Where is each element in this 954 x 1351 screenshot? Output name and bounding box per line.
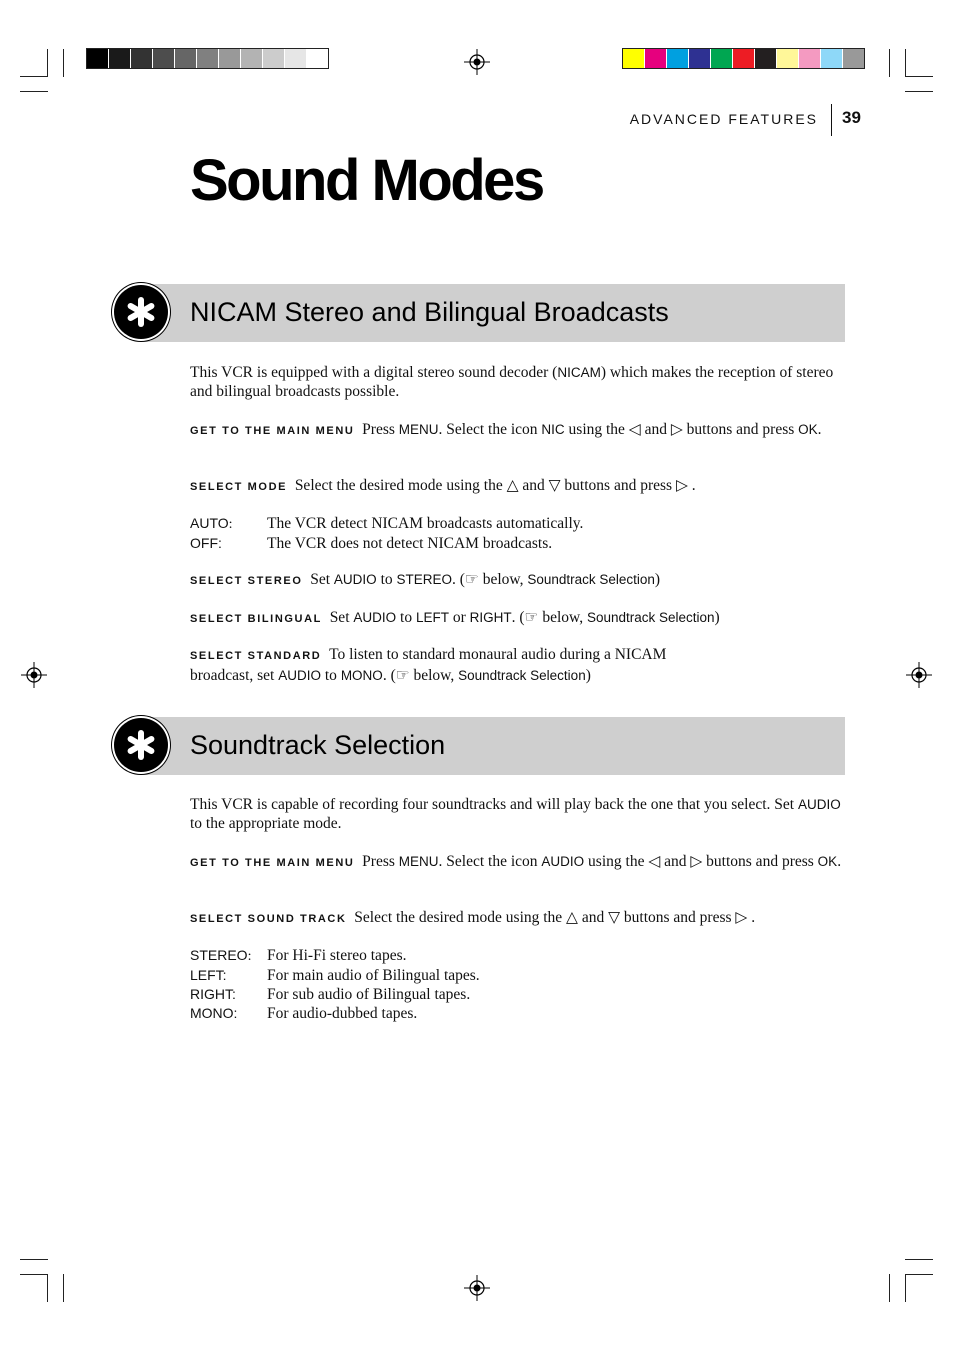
step-lead: SELECT BILINGUAL [190, 613, 322, 625]
gray-calibration-bar [86, 48, 329, 69]
color-swatch [645, 49, 667, 68]
section-heading: NICAM Stereo and Bilingual Broadcasts [190, 297, 669, 327]
registration-mark-icon [21, 662, 47, 688]
step-lead: SELECT STANDARD [190, 650, 322, 662]
step-select-stereo: SELECT STEREO Set AUDIO to STEREO. (☞ below, Soundtrack Selection) [190, 571, 661, 588]
step-lead: GET TO THE MAIN MENU [190, 857, 355, 869]
color-swatch [667, 49, 689, 68]
color-swatch [285, 49, 307, 68]
color-swatch [263, 49, 285, 68]
list-item: STEREO: For Hi-Fi stereo tapes. [190, 947, 407, 964]
list-item: OFF: The VCR does not detect NICAM broadcasts. [190, 535, 553, 552]
list-item: RIGHT: For sub audio of Bilingual tapes. [190, 986, 471, 1003]
crop-mark [905, 49, 906, 77]
color-swatch [87, 49, 109, 68]
color-swatch [109, 49, 131, 68]
color-swatch [131, 49, 153, 68]
step-select-sound-track: SELECT SOUND TRACK Select the desired mode using the △ and ▽ buttons and press ▷ . [190, 909, 756, 926]
color-swatch [175, 49, 197, 68]
running-header: ADVANCED FEATURES [629, 111, 818, 127]
color-swatch [153, 49, 175, 68]
intro-paragraph: This VCR is capable of recording four soundtracks and will play back the one that you select. Set AUDIO to the appropriate mode. [190, 796, 841, 832]
crop-mark [905, 1274, 933, 1275]
color-swatch [689, 49, 711, 68]
page-number: 39 [842, 108, 861, 127]
step-lead: SELECT SOUND TRACK [190, 913, 347, 925]
step-select-standard: SELECT STANDARD To listen to standard monaural audio during a NICAM broadcast, set AUDIO to MONO. (☞ below, Soundtrack Selection) [190, 646, 667, 684]
crop-mark [889, 49, 890, 77]
list-item: LEFT: For main audio of Bilingual tapes. [190, 967, 480, 984]
color-swatch [821, 49, 843, 68]
list-item: MONO: For audio-dubbed tapes. [190, 1005, 418, 1022]
color-swatch [219, 49, 241, 68]
step-select-mode: SELECT MODE Select the desired mode using the △ and ▽ buttons and press ▷ . [190, 477, 696, 494]
crop-mark [905, 76, 933, 77]
page-title: Sound Modes [190, 148, 543, 213]
color-swatch [197, 49, 219, 68]
crop-mark [905, 1274, 906, 1302]
color-calibration-bar [622, 48, 865, 69]
nicam-mode-list [190, 514, 583, 553]
asterisk-icon [114, 285, 168, 339]
color-swatch [755, 49, 777, 68]
crop-mark [889, 1274, 890, 1302]
section-header-soundtrack [140, 717, 845, 775]
step-main-menu: GET TO THE MAIN MENU Press MENU. Select the icon NIC using the ◁ and ▷ buttons and press OK. [190, 421, 822, 438]
registration-mark-icon [906, 662, 932, 688]
color-swatch [733, 49, 755, 68]
step-lead: SELECT STEREO [190, 575, 303, 587]
crop-mark [20, 91, 48, 92]
step-lead: GET TO THE MAIN MENU [190, 425, 355, 437]
crop-mark [20, 1259, 48, 1260]
step-lead: SELECT MODE [190, 481, 288, 493]
crop-mark [63, 49, 64, 77]
section-heading: Soundtrack Selection [190, 730, 446, 760]
crop-mark [63, 1274, 64, 1302]
registration-mark-icon [464, 1275, 490, 1301]
crop-mark [20, 1274, 48, 1275]
list-item: AUTO: The VCR detect NICAM broadcasts automatically. [190, 515, 584, 532]
color-swatch [777, 49, 799, 68]
color-swatch [711, 49, 733, 68]
crop-mark [47, 1274, 48, 1302]
crop-mark [905, 91, 933, 92]
crop-mark [905, 1259, 933, 1260]
crop-mark [20, 76, 48, 77]
soundtrack-mode-list [190, 946, 480, 1023]
color-swatch [623, 49, 645, 68]
color-swatch [241, 49, 263, 68]
section-header-nicam [140, 284, 845, 342]
color-swatch [307, 49, 328, 68]
registration-mark-icon [464, 49, 490, 75]
step-select-bilingual: SELECT BILINGUAL Set AUDIO to LEFT or RIGHT. (☞ below, Soundtrack Selection) [190, 609, 720, 626]
header-divider [831, 104, 832, 136]
color-swatch [843, 49, 864, 68]
step-main-menu: GET TO THE MAIN MENU Press MENU. Select the icon AUDIO using the ◁ and ▷ buttons and press OK. [190, 853, 842, 870]
crop-mark [47, 49, 48, 77]
asterisk-icon [114, 718, 168, 772]
intro-paragraph: This VCR is equipped with a digital stereo sound decoder (NICAM) which makes the reception of stereo and bilingual broadcasts possible. [190, 364, 834, 400]
color-swatch [799, 49, 821, 68]
